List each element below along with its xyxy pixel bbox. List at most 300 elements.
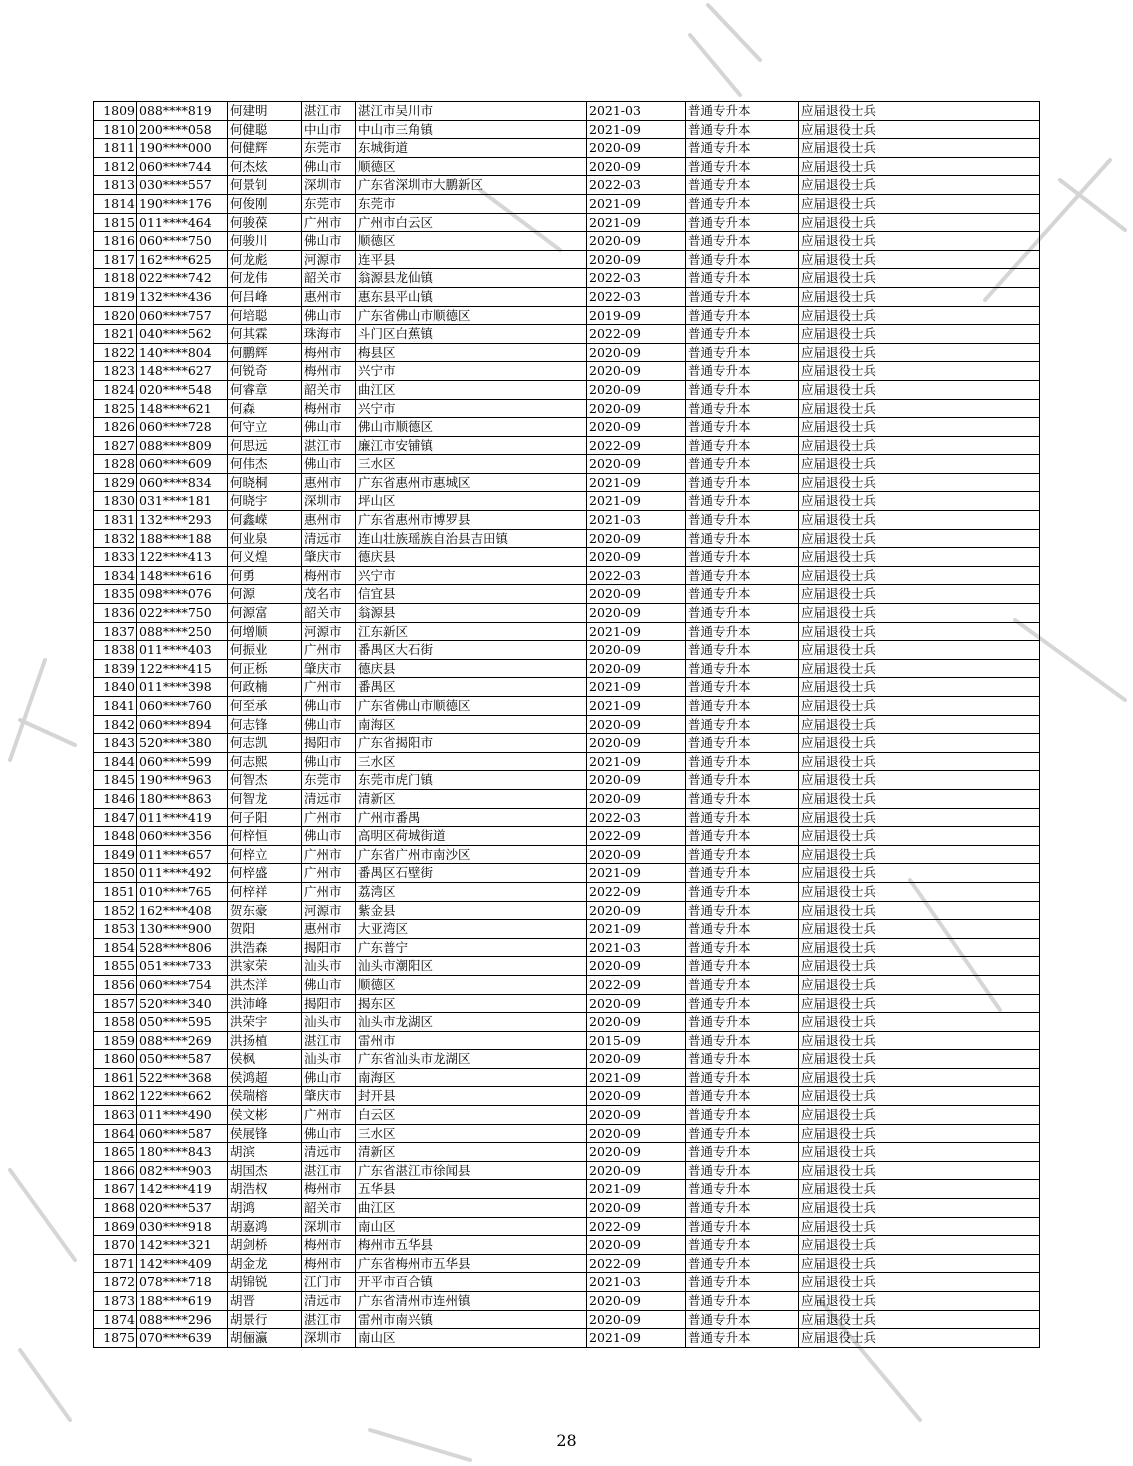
category-cell: 普通专升本 [686, 734, 799, 753]
exam-id-cell: 162****625 [137, 250, 228, 269]
exam-id-cell: 180****863 [137, 789, 228, 808]
city-cell: 肇庆市 [302, 1087, 356, 1106]
enrollment-date-cell: 2020-09 [587, 1161, 686, 1180]
exam-id-cell: 180****843 [137, 1143, 228, 1162]
city-cell: 清远市 [302, 529, 356, 548]
student-name-cell: 何守立 [228, 418, 302, 437]
enrollment-date-cell: 2022-03 [587, 808, 686, 827]
enrollment-date-cell: 2020-09 [587, 641, 686, 660]
student-name-cell: 何政楠 [228, 678, 302, 697]
city-cell: 汕头市 [302, 1013, 356, 1032]
exam-id-cell: 060****834 [137, 473, 228, 492]
table-row [94, 232, 1040, 251]
student-name-cell: 何智杰 [228, 771, 302, 790]
exam-id-cell: 011****464 [137, 213, 228, 232]
exam-id-cell: 520****380 [137, 734, 228, 753]
student-type-cell: 应届退役士兵 [799, 715, 1040, 734]
category-cell: 普通专升本 [686, 957, 799, 976]
enrollment-date-cell: 2021-09 [587, 492, 686, 511]
exam-id-cell: 050****587 [137, 1050, 228, 1069]
student-name-cell: 胡景行 [228, 1310, 302, 1329]
student-name-cell: 胡鸿 [228, 1199, 302, 1218]
category-cell: 普通专升本 [686, 1199, 799, 1218]
table-row [94, 975, 1040, 994]
student-type-cell: 应届退役士兵 [799, 362, 1040, 381]
serial-number-cell: 1843 [94, 734, 137, 753]
serial-number-cell: 1815 [94, 213, 137, 232]
city-cell: 清远市 [302, 789, 356, 808]
table-row [94, 473, 1040, 492]
student-name-cell: 贺阳 [228, 920, 302, 939]
address-cell: 广东省广州市南沙区 [356, 845, 587, 864]
student-type-cell: 应届退役士兵 [799, 1161, 1040, 1180]
student-type-cell: 应届退役士兵 [799, 380, 1040, 399]
address-cell: 曲江区 [356, 1199, 587, 1218]
serial-number-cell: 1826 [94, 418, 137, 437]
student-name-cell: 洪荣宇 [228, 1013, 302, 1032]
student-type-cell: 应届退役士兵 [799, 1292, 1040, 1311]
city-cell: 清远市 [302, 1143, 356, 1162]
address-cell: 紫金县 [356, 901, 587, 920]
table-row [94, 511, 1040, 530]
table-row [94, 1087, 1040, 1106]
exam-id-cell: 188****188 [137, 529, 228, 548]
address-cell: 揭东区 [356, 994, 587, 1013]
table-row [94, 436, 1040, 455]
address-cell: 汕头市潮阳区 [356, 957, 587, 976]
student-name-cell: 何鹏辉 [228, 343, 302, 362]
address-cell: 连山壮族瑶族自治县吉田镇 [356, 529, 587, 548]
serial-number-cell: 1837 [94, 622, 137, 641]
category-cell: 普通专升本 [686, 455, 799, 474]
category-cell: 普通专升本 [686, 1180, 799, 1199]
address-cell: 番禺区大石街 [356, 641, 587, 660]
serial-number-cell: 1838 [94, 641, 137, 660]
exam-id-cell: 011****490 [137, 1106, 228, 1125]
address-cell: 湛江市吴川市 [356, 102, 587, 121]
exam-id-cell: 200****058 [137, 120, 228, 139]
city-cell: 佛山市 [302, 697, 356, 716]
table-row [94, 102, 1040, 121]
enrollment-date-cell: 2021-09 [587, 622, 686, 641]
exam-id-cell: 130****900 [137, 920, 228, 939]
student-name-cell: 何其霖 [228, 325, 302, 344]
address-cell: 清新区 [356, 789, 587, 808]
student-name-cell: 侯展锋 [228, 1124, 302, 1143]
city-cell: 梅州市 [302, 1236, 356, 1255]
student-type-cell: 应届退役士兵 [799, 1329, 1040, 1348]
student-name-cell: 何正栎 [228, 659, 302, 678]
category-cell: 普通专升本 [686, 789, 799, 808]
serial-number-cell: 1811 [94, 139, 137, 158]
student-type-cell: 应届退役士兵 [799, 1199, 1040, 1218]
exam-id-cell: 020****548 [137, 380, 228, 399]
category-cell: 普通专升本 [686, 585, 799, 604]
student-type-cell: 应届退役士兵 [799, 436, 1040, 455]
exam-id-cell: 098****076 [137, 585, 228, 604]
address-cell: 广东省湛江市徐闻县 [356, 1161, 587, 1180]
student-name-cell: 何志锋 [228, 715, 302, 734]
category-cell: 普通专升本 [686, 287, 799, 306]
student-type-cell: 应届退役士兵 [799, 994, 1040, 1013]
exam-id-cell: 190****000 [137, 139, 228, 158]
student-type-cell: 应届退役士兵 [799, 920, 1040, 939]
table-row [94, 194, 1040, 213]
enrollment-date-cell: 2020-09 [587, 994, 686, 1013]
city-cell: 惠州市 [302, 511, 356, 530]
category-cell: 普通专升本 [686, 1124, 799, 1143]
category-cell: 普通专升本 [686, 1310, 799, 1329]
category-cell: 普通专升本 [686, 659, 799, 678]
student-name-cell: 何晓桐 [228, 473, 302, 492]
enrollment-date-cell: 2020-09 [587, 1013, 686, 1032]
table-row [94, 306, 1040, 325]
student-type-cell: 应届退役士兵 [799, 585, 1040, 604]
city-cell: 肇庆市 [302, 659, 356, 678]
table-row [94, 1292, 1040, 1311]
exam-id-cell: 060****754 [137, 975, 228, 994]
exam-id-cell: 040****562 [137, 325, 228, 344]
table-row [94, 176, 1040, 195]
category-cell: 普通专升本 [686, 1050, 799, 1069]
address-cell: 番禺区 [356, 678, 587, 697]
student-type-cell: 应届退役士兵 [799, 306, 1040, 325]
enrollment-date-cell: 2021-09 [587, 864, 686, 883]
city-cell: 广州市 [302, 213, 356, 232]
student-type-cell: 应届退役士兵 [799, 232, 1040, 251]
enrollment-date-cell: 2020-09 [587, 715, 686, 734]
student-type-cell: 应届退役士兵 [799, 548, 1040, 567]
serial-number-cell: 1822 [94, 343, 137, 362]
student-name-cell: 胡滨 [228, 1143, 302, 1162]
city-cell: 清远市 [302, 1292, 356, 1311]
category-cell: 普通专升本 [686, 1161, 799, 1180]
address-cell: 德庆县 [356, 659, 587, 678]
enrollment-date-cell: 2021-03 [587, 511, 686, 530]
address-cell: 荔湾区 [356, 882, 587, 901]
address-cell: 东城街道 [356, 139, 587, 158]
table-row [94, 1273, 1040, 1292]
student-type-cell: 应届退役士兵 [799, 864, 1040, 883]
category-cell: 普通专升本 [686, 938, 799, 957]
enrollment-date-cell: 2020-09 [587, 529, 686, 548]
exam-id-cell: 011****419 [137, 808, 228, 827]
student-name-cell: 何智龙 [228, 789, 302, 808]
table-row [94, 1031, 1040, 1050]
city-cell: 广州市 [302, 808, 356, 827]
address-cell: 雷州市南兴镇 [356, 1310, 587, 1329]
serial-number-cell: 1828 [94, 455, 137, 474]
table-row [94, 455, 1040, 474]
city-cell: 梅州市 [302, 1254, 356, 1273]
student-name-cell: 侯鸿超 [228, 1068, 302, 1087]
exam-id-cell: 520****340 [137, 994, 228, 1013]
city-cell: 江门市 [302, 1273, 356, 1292]
exam-id-cell: 070****639 [137, 1329, 228, 1348]
category-cell: 普通专升本 [686, 232, 799, 251]
serial-number-cell: 1817 [94, 250, 137, 269]
student-type-cell: 应届退役士兵 [799, 250, 1040, 269]
city-cell: 惠州市 [302, 473, 356, 492]
exam-id-cell: 060****757 [137, 306, 228, 325]
category-cell: 普通专升本 [686, 176, 799, 195]
category-cell: 普通专升本 [686, 269, 799, 288]
address-cell: 广东普宁 [356, 938, 587, 957]
address-cell: 开平市百合镇 [356, 1273, 587, 1292]
student-type-cell: 应届退役士兵 [799, 287, 1040, 306]
serial-number-cell: 1870 [94, 1236, 137, 1255]
table-row [94, 529, 1040, 548]
address-cell: 汕头市龙湖区 [356, 1013, 587, 1032]
serial-number-cell: 1835 [94, 585, 137, 604]
enrollment-date-cell: 2022-03 [587, 176, 686, 195]
address-cell: 信宜县 [356, 585, 587, 604]
city-cell: 韶关市 [302, 380, 356, 399]
serial-number-cell: 1816 [94, 232, 137, 251]
address-cell: 封开县 [356, 1087, 587, 1106]
enrollment-date-cell: 2021-09 [587, 697, 686, 716]
serial-number-cell: 1844 [94, 752, 137, 771]
enrollment-date-cell: 2022-09 [587, 1217, 686, 1236]
table-row [94, 213, 1040, 232]
city-cell: 佛山市 [302, 975, 356, 994]
address-cell: 南山区 [356, 1329, 587, 1348]
exam-id-cell: 060****609 [137, 455, 228, 474]
student-name-cell: 何增顺 [228, 622, 302, 641]
category-cell: 普通专升本 [686, 864, 799, 883]
enrollment-date-cell: 2022-03 [587, 566, 686, 585]
enrollment-date-cell: 2020-09 [587, 771, 686, 790]
student-name-cell: 何建明 [228, 102, 302, 121]
city-cell: 揭阳市 [302, 994, 356, 1013]
student-type-cell: 应届退役士兵 [799, 399, 1040, 418]
table-row [94, 250, 1040, 269]
student-name-cell: 何睿章 [228, 380, 302, 399]
exam-id-cell: 030****918 [137, 1217, 228, 1236]
student-type-cell: 应届退役士兵 [799, 1106, 1040, 1125]
address-cell: 三水区 [356, 752, 587, 771]
student-type-cell: 应届退役士兵 [799, 604, 1040, 623]
category-cell: 普通专升本 [686, 882, 799, 901]
student-type-cell: 应届退役士兵 [799, 325, 1040, 344]
address-cell: 南海区 [356, 1068, 587, 1087]
city-cell: 佛山市 [302, 752, 356, 771]
table-row [94, 678, 1040, 697]
student-type-cell: 应届退役士兵 [799, 1013, 1040, 1032]
category-cell: 普通专升本 [686, 1236, 799, 1255]
city-cell: 梅州市 [302, 362, 356, 381]
serial-number-cell: 1829 [94, 473, 137, 492]
serial-number-cell: 1831 [94, 511, 137, 530]
exam-id-cell: 122****415 [137, 659, 228, 678]
address-cell: 广东省梅州市五华县 [356, 1254, 587, 1273]
student-name-cell: 胡剑桥 [228, 1236, 302, 1255]
address-cell: 兴宁市 [356, 362, 587, 381]
address-cell: 广东省惠州市博罗县 [356, 511, 587, 530]
category-cell: 普通专升本 [686, 343, 799, 362]
serial-number-cell: 1833 [94, 548, 137, 567]
address-cell: 梅县区 [356, 343, 587, 362]
exam-id-cell: 088****296 [137, 1310, 228, 1329]
city-cell: 河源市 [302, 622, 356, 641]
city-cell: 佛山市 [302, 306, 356, 325]
table-row [94, 752, 1040, 771]
serial-number-cell: 1813 [94, 176, 137, 195]
student-type-cell: 应届退役士兵 [799, 1124, 1040, 1143]
city-cell: 韶关市 [302, 604, 356, 623]
city-cell: 广州市 [302, 882, 356, 901]
enrollment-date-cell: 2020-09 [587, 734, 686, 753]
category-cell: 普通专升本 [686, 678, 799, 697]
city-cell: 梅州市 [302, 566, 356, 585]
address-cell: 广东省清州市连州镇 [356, 1292, 587, 1311]
address-cell: 顺德区 [356, 975, 587, 994]
student-name-cell: 胡嘉鸿 [228, 1217, 302, 1236]
category-cell: 普通专升本 [686, 566, 799, 585]
student-type-cell: 应届退役士兵 [799, 1087, 1040, 1106]
exam-id-cell: 142****321 [137, 1236, 228, 1255]
exam-id-cell: 020****537 [137, 1199, 228, 1218]
city-cell: 韶关市 [302, 1199, 356, 1218]
student-type-cell: 应届退役士兵 [799, 1180, 1040, 1199]
student-name-cell: 何鑫嵘 [228, 511, 302, 530]
student-type-cell: 应届退役士兵 [799, 1050, 1040, 1069]
table-row [94, 585, 1040, 604]
serial-number-cell: 1823 [94, 362, 137, 381]
table-row [94, 1013, 1040, 1032]
city-cell: 河源市 [302, 250, 356, 269]
exam-id-cell: 022****742 [137, 269, 228, 288]
student-name-cell: 洪杰洋 [228, 975, 302, 994]
exam-id-cell: 060****728 [137, 418, 228, 437]
serial-number-cell: 1830 [94, 492, 137, 511]
table-row [94, 157, 1040, 176]
category-cell: 普通专升本 [686, 492, 799, 511]
serial-number-cell: 1848 [94, 827, 137, 846]
city-cell: 佛山市 [302, 1124, 356, 1143]
exam-id-cell: 022****750 [137, 604, 228, 623]
exam-id-cell: 082****903 [137, 1161, 228, 1180]
address-cell: 广东省深圳市大鹏新区 [356, 176, 587, 195]
category-cell: 普通专升本 [686, 473, 799, 492]
exam-id-cell: 060****760 [137, 697, 228, 716]
enrollment-date-cell: 2015-09 [587, 1031, 686, 1050]
serial-number-cell: 1864 [94, 1124, 137, 1143]
serial-number-cell: 1869 [94, 1217, 137, 1236]
serial-number-cell: 1839 [94, 659, 137, 678]
table-row [94, 1310, 1040, 1329]
exam-id-cell: 060****599 [137, 752, 228, 771]
category-cell: 普通专升本 [686, 808, 799, 827]
enrollment-date-cell: 2020-09 [587, 789, 686, 808]
table-row [94, 1199, 1040, 1218]
enrollment-date-cell: 2020-09 [587, 1236, 686, 1255]
address-cell: 南海区 [356, 715, 587, 734]
serial-number-cell: 1850 [94, 864, 137, 883]
exam-id-cell: 060****587 [137, 1124, 228, 1143]
exam-id-cell: 030****557 [137, 176, 228, 195]
student-name-cell: 何源 [228, 585, 302, 604]
enrollment-date-cell: 2022-09 [587, 882, 686, 901]
student-name-cell: 洪浩森 [228, 938, 302, 957]
student-type-cell: 应届退役士兵 [799, 771, 1040, 790]
address-cell: 翁源县龙仙镇 [356, 269, 587, 288]
city-cell: 广州市 [302, 678, 356, 697]
table-row [94, 1329, 1040, 1348]
student-type-cell: 应届退役士兵 [799, 102, 1040, 121]
category-cell: 普通专升本 [686, 604, 799, 623]
category-cell: 普通专升本 [686, 362, 799, 381]
table-row [94, 734, 1040, 753]
enrollment-date-cell: 2022-09 [587, 975, 686, 994]
serial-number-cell: 1866 [94, 1161, 137, 1180]
roster-body [94, 102, 1040, 1348]
enrollment-date-cell: 2020-09 [587, 139, 686, 158]
category-cell: 普通专升本 [686, 1292, 799, 1311]
address-cell: 翁源县 [356, 604, 587, 623]
student-type-cell: 应届退役士兵 [799, 1031, 1040, 1050]
table-row [94, 120, 1040, 139]
student-name-cell: 何振业 [228, 641, 302, 660]
city-cell: 汕头市 [302, 1050, 356, 1069]
category-cell: 普通专升本 [686, 511, 799, 530]
category-cell: 普通专升本 [686, 399, 799, 418]
city-cell: 佛山市 [302, 232, 356, 251]
student-type-cell: 应届退役士兵 [799, 678, 1040, 697]
address-cell: 广东省汕头市龙湖区 [356, 1050, 587, 1069]
serial-number-cell: 1871 [94, 1254, 137, 1273]
exam-id-cell: 132****436 [137, 287, 228, 306]
exam-id-cell: 060****894 [137, 715, 228, 734]
serial-number-cell: 1810 [94, 120, 137, 139]
student-name-cell: 何骏川 [228, 232, 302, 251]
category-cell: 普通专升本 [686, 213, 799, 232]
student-type-cell: 应届退役士兵 [799, 1273, 1040, 1292]
enrollment-date-cell: 2020-09 [587, 1050, 686, 1069]
table-row [94, 1124, 1040, 1143]
student-type-cell: 应届退役士兵 [799, 269, 1040, 288]
table-row [94, 548, 1040, 567]
address-cell: 顺德区 [356, 232, 587, 251]
city-cell: 湛江市 [302, 1161, 356, 1180]
serial-number-cell: 1820 [94, 306, 137, 325]
enrollment-date-cell: 2020-09 [587, 399, 686, 418]
student-type-cell: 应届退役士兵 [799, 511, 1040, 530]
student-type-cell: 应届退役士兵 [799, 176, 1040, 195]
enrollment-date-cell: 2020-09 [587, 548, 686, 567]
address-cell: 三水区 [356, 455, 587, 474]
category-cell: 普通专升本 [686, 120, 799, 139]
address-cell: 广州市白云区 [356, 213, 587, 232]
address-cell: 广东省佛山市顺德区 [356, 306, 587, 325]
serial-number-cell: 1841 [94, 697, 137, 716]
student-type-cell: 应届退役士兵 [799, 641, 1040, 660]
serial-number-cell: 1845 [94, 771, 137, 790]
serial-number-cell: 1825 [94, 399, 137, 418]
student-name-cell: 洪沛峰 [228, 994, 302, 1013]
student-roster-table [93, 101, 1040, 1348]
exam-id-cell: 142****409 [137, 1254, 228, 1273]
category-cell: 普通专升本 [686, 1329, 799, 1348]
city-cell: 揭阳市 [302, 938, 356, 957]
category-cell: 普通专升本 [686, 102, 799, 121]
student-name-cell: 何龙彪 [228, 250, 302, 269]
enrollment-date-cell: 2022-09 [587, 436, 686, 455]
serial-number-cell: 1854 [94, 938, 137, 957]
enrollment-date-cell: 2021-09 [587, 752, 686, 771]
category-cell: 普通专升本 [686, 641, 799, 660]
student-name-cell: 何志熙 [228, 752, 302, 771]
